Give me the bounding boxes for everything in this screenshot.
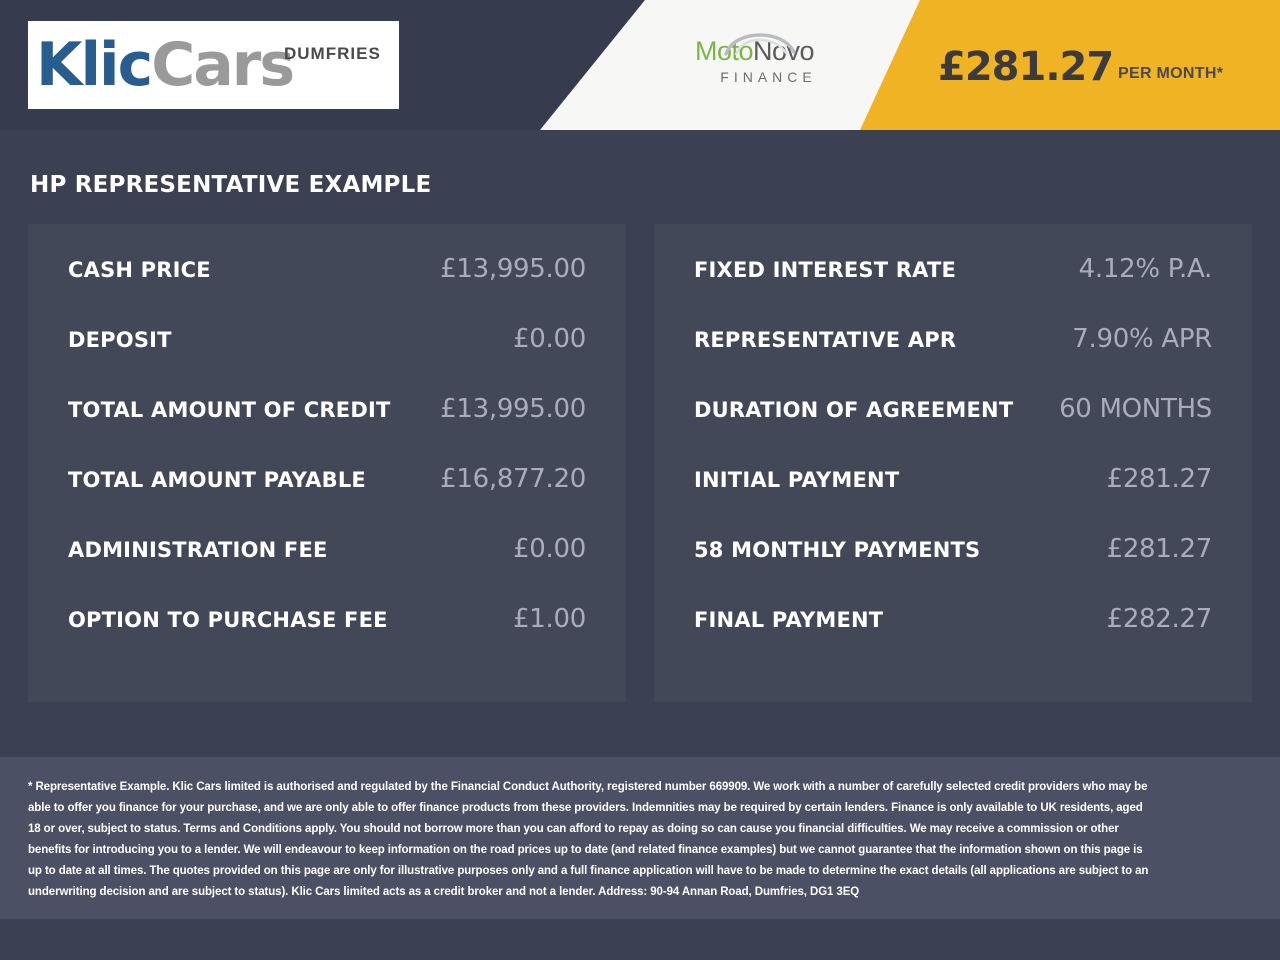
- row-label: 58 MONTHLY PAYMENTS: [694, 538, 981, 562]
- table-row: [694, 254, 1212, 324]
- lender-name-part1: Moto: [694, 36, 753, 66]
- dealer-logo: [28, 21, 399, 109]
- table-row: [694, 324, 1212, 394]
- row-label: DEPOSIT: [68, 328, 172, 352]
- row-label: DURATION OF AGREEMENT: [694, 398, 1014, 422]
- right-details-panel: [654, 224, 1252, 702]
- lender-logo: [672, 36, 837, 85]
- table-row: [68, 604, 586, 674]
- table-row: [68, 534, 586, 604]
- row-value: £282.27: [1106, 604, 1212, 634]
- lender-subtitle: FINANCE: [720, 69, 817, 85]
- lender-name-part2: Novo: [753, 36, 815, 66]
- details-columns: [28, 224, 1252, 702]
- dealer-logo-klic: Klic: [36, 30, 152, 100]
- row-value: £281.27: [1106, 464, 1212, 494]
- row-label: TOTAL AMOUNT PAYABLE: [68, 468, 366, 492]
- main-content: [0, 172, 1280, 702]
- row-label: INITIAL PAYMENT: [694, 468, 900, 492]
- table-row: [694, 394, 1212, 464]
- table-row: [68, 464, 586, 534]
- row-value: 7.90% APR: [1072, 324, 1212, 354]
- table-row: [694, 604, 1212, 674]
- row-value: £1.00: [513, 604, 586, 634]
- page-header: [0, 0, 1280, 130]
- table-row: [68, 254, 586, 324]
- table-row: [68, 324, 586, 394]
- disclaimer-text: * Representative Example. Klic Cars limited is authorised and regulated by the Financial Conduct Authority, registered number 669909. We work with a number of carefully selected credit providers who may be able to offer you finance for your purchase, and we are only able to offer finance products from these providers. Indemnities may be required by certain lenders. Finance is only available to UK residents, aged 18 or over, subject to status. Terms and Conditions apply. You should not borrow more than you can afford to repay as doing so can cause you financial difficulties. We may receive a commission or other benefits for introducing you to a lender. We will endeavour to keep information on the road prices up to date (and related finance examples) but we cannot guarantee that the information shown on this page is up to date at all times. The quotes provided on this page are only for illustrative purposes only and a full finance application will have to be made to determine the exact details (all applications are subject to an underwriting decision and are subject to status). Klic Cars limited acts as a credit broker and not a lender. Address: 90-94 Annan Road, Dumfries, DG1 3EQ: [28, 781, 1149, 898]
- row-value: £0.00: [513, 534, 586, 564]
- row-label: TOTAL AMOUNT OF CREDIT: [68, 398, 391, 422]
- dealer-logo-text: [36, 30, 381, 100]
- car-icon: [724, 32, 796, 58]
- table-row: [68, 394, 586, 464]
- row-value: 4.12% P.A.: [1078, 254, 1212, 284]
- row-label: CASH PRICE: [68, 258, 211, 282]
- table-row: [694, 464, 1212, 534]
- row-label: FINAL PAYMENT: [694, 608, 884, 632]
- row-value: £13,995.00: [440, 254, 586, 284]
- row-value: 60 MONTHS: [1059, 394, 1212, 424]
- row-value: £16,877.20: [440, 464, 586, 494]
- row-label: FIXED INTEREST RATE: [694, 258, 957, 282]
- table-row: [694, 534, 1212, 604]
- left-details-panel: [28, 224, 626, 702]
- dealer-logo-location: DUMFRIES: [284, 44, 381, 63]
- page-title: HP REPRESENTATIVE EXAMPLE: [30, 172, 432, 198]
- row-value: £13,995.00: [440, 394, 586, 424]
- row-label: REPRESENTATIVE APR: [694, 328, 957, 352]
- monthly-price-suffix: PER MONTH*: [1118, 65, 1224, 82]
- monthly-price: £281.27: [938, 44, 1114, 90]
- row-label: ADMINISTRATION FEE: [68, 538, 328, 562]
- footer-bottom-bar: [0, 919, 1280, 960]
- row-value: £281.27: [1106, 534, 1212, 564]
- footer-disclaimer: [0, 757, 1280, 919]
- row-value: £0.00: [513, 324, 586, 354]
- row-label: OPTION TO PURCHASE FEE: [68, 608, 388, 632]
- dealer-logo-cars: Cars: [151, 30, 294, 100]
